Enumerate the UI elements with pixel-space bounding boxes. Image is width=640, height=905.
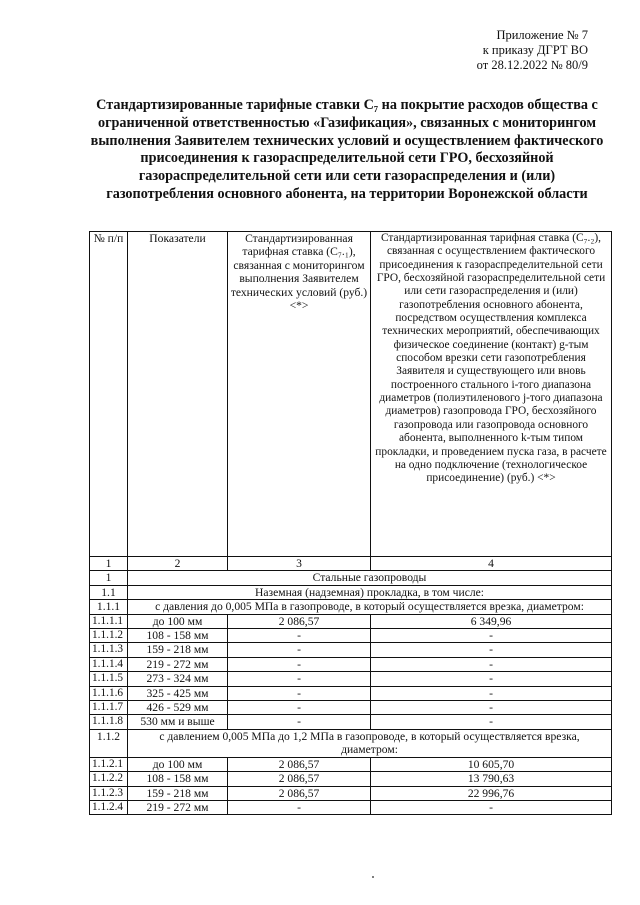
row-number: 1.1.1.6 — [90, 686, 128, 700]
row-c71-value: - — [228, 657, 371, 671]
table-row — [90, 629, 612, 643]
row-c71-value: 2 086,57 — [228, 786, 371, 800]
appendix-line-3: от 28.12.2022 № 80/9 — [476, 58, 588, 72]
row-number: 1.1.2.4 — [90, 800, 128, 814]
row-c72-value: - — [371, 657, 612, 671]
scan-dot — [372, 876, 374, 878]
tariff-table — [89, 231, 612, 815]
row-c71-value: - — [228, 643, 371, 657]
row-diameter: 273 - 324 мм — [128, 672, 228, 686]
section-label: Стальные газопроводы — [128, 571, 612, 585]
row-diameter: 108 - 158 мм — [128, 629, 228, 643]
column-number: 2 — [128, 557, 228, 571]
table-row — [90, 643, 612, 657]
row-c72-value: 13 790,63 — [371, 772, 612, 786]
row-number: 1.1.2.1 — [90, 757, 128, 771]
row-number: 1.1.1.4 — [90, 657, 128, 671]
row-c71-value: 2 086,57 — [228, 614, 371, 628]
row-c72-value: - — [371, 800, 612, 814]
row-c72-value: - — [371, 701, 612, 715]
appendix-line-1: Приложение № 7 — [496, 28, 588, 42]
section-number: 1.1 — [90, 585, 128, 599]
document-title: Стандартизированные тарифные ставки C₇ на покрытие расходов общества с ограниченной ответственностью «Газификация», связанных с мониторингом выполнения Заявителем технических условий и осуществлением фактического присоединения к газораспределительной сети ГРО, бесхозяйной газораспределительной сети или сети газораспределения и (или) газопотребления основного абонента, на территории Воронежской области — [90, 97, 604, 202]
row-diameter: 159 - 218 мм — [128, 786, 228, 800]
row-c71-value: 2 086,57 — [228, 772, 371, 786]
section-label: Наземная (надземная) прокладка, в том числе: — [128, 585, 612, 599]
header-col-c72: Стандартизированная тарифная ставка (C₇.₂), связанная с осуществлением фактического присоединения к газораспределительной сети ГРО, бесхозяйной газораспределительной сети или сети газораспределения и (или) газопотребления основного абонента, посредством осуществления комплекса технических мероприятий, обеспечивающих физическое соединение (контакт) g-тым способом врезки сети газопотребления Заявителя и существующего или вновь построенного стального i-того диапазона диаметров (полиэтиленового j-того диапазона диаметров) газопровода ГРО, бесхозяйного газопровода или газопровода основного абонента, выполненного k-тым типом прокладки, и проведением пуска газа, в расчете на одно подключение (технологическое присоединение) (руб.) <*> — [371, 232, 612, 557]
table-row — [90, 800, 612, 814]
section-row — [90, 729, 612, 757]
column-numbers-row — [90, 557, 612, 571]
row-c72-value: 10 605,70 — [371, 757, 612, 771]
row-number: 1.1.1.1 — [90, 614, 128, 628]
row-c71-value: - — [228, 701, 371, 715]
column-number: 1 — [90, 557, 128, 571]
section-number: 1.1.1 — [90, 600, 128, 614]
row-number: 1.1.1.3 — [90, 643, 128, 657]
row-c71-value: - — [228, 686, 371, 700]
row-c72-value: - — [371, 672, 612, 686]
section-label: с давления до 0,005 МПа в газопроводе, в который осуществляется врезка, диаметром: — [128, 600, 612, 614]
appendix-header — [388, 28, 588, 73]
row-c72-value: - — [371, 715, 612, 729]
row-c71-value: - — [228, 629, 371, 643]
header-col-c71: Стандартизированная тарифная ставка (C₇.₁), связанная с мониторингом выполнения Заявителем технических условий (руб.) <*> — [228, 232, 371, 557]
table-row — [90, 614, 612, 628]
row-c72-value: - — [371, 643, 612, 657]
row-diameter: до 100 мм — [128, 614, 228, 628]
row-diameter: 108 - 158 мм — [128, 772, 228, 786]
row-number: 1.1.2.2 — [90, 772, 128, 786]
row-diameter: 530 мм и выше — [128, 715, 228, 729]
row-diameter: 426 - 529 мм — [128, 701, 228, 715]
section-number: 1.1.2 — [90, 729, 128, 757]
row-c71-value: - — [228, 672, 371, 686]
row-c72-value: 6 349,96 — [371, 614, 612, 628]
row-c71-value: - — [228, 800, 371, 814]
section-row — [90, 585, 612, 599]
row-diameter: 219 - 272 мм — [128, 800, 228, 814]
row-number: 1.1.2.3 — [90, 786, 128, 800]
section-number: 1 — [90, 571, 128, 585]
section-label: с давлением 0,005 МПа до 1,2 МПа в газопроводе, в который осуществляется врезка, диаметром: — [128, 729, 612, 757]
table-row — [90, 701, 612, 715]
row-c72-value: - — [371, 629, 612, 643]
row-c72-value: - — [371, 686, 612, 700]
table-row — [90, 686, 612, 700]
row-diameter: 325 - 425 мм — [128, 686, 228, 700]
appendix-line-2: к приказу ДГРТ ВО — [482, 43, 588, 57]
table-row — [90, 757, 612, 771]
section-row — [90, 600, 612, 614]
row-number: 1.1.1.5 — [90, 672, 128, 686]
table-row — [90, 786, 612, 800]
row-number: 1.1.1.8 — [90, 715, 128, 729]
table-row — [90, 772, 612, 786]
row-number: 1.1.1.7 — [90, 701, 128, 715]
row-number: 1.1.1.2 — [90, 629, 128, 643]
row-c72-value: 22 996,76 — [371, 786, 612, 800]
row-diameter: 219 - 272 мм — [128, 657, 228, 671]
header-col-number: № п/п — [90, 232, 128, 557]
table-row — [90, 657, 612, 671]
row-c71-value: - — [228, 715, 371, 729]
row-c71-value: 2 086,57 — [228, 757, 371, 771]
row-diameter: до 100 мм — [128, 757, 228, 771]
section-row — [90, 571, 612, 585]
table-row — [90, 715, 612, 729]
table-row — [90, 672, 612, 686]
header-col-indicator: Показатели — [128, 232, 228, 557]
table-header-row — [90, 232, 612, 557]
column-number: 4 — [371, 557, 612, 571]
column-number: 3 — [228, 557, 371, 571]
row-diameter: 159 - 218 мм — [128, 643, 228, 657]
